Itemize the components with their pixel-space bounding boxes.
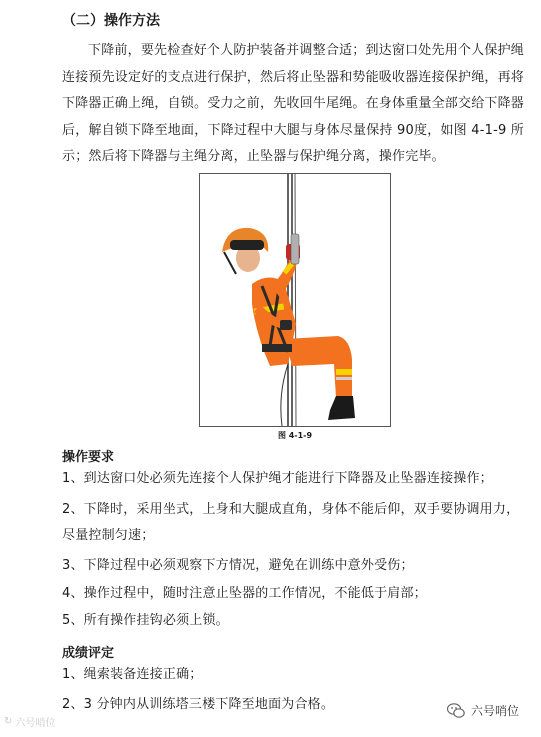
section-title: （二）操作方法 [62,13,160,29]
watermark-right-text: 六号哨位 [471,704,520,718]
watermark-left-text: 六号哨位 [15,718,56,729]
requirement-item-5: 5、所有操作挂钩必须上锁。 [62,613,229,628]
requirement-item-1: 1、到达窗口处必须先连接个人保护绳才能进行下降器及止坠器连接操作； [62,471,493,486]
requirement-item-4: 4、操作过程中，随时注意止坠器的工作情况，不能低于肩部； [62,586,427,601]
evaluation-item-2: 2、3 分钟内从训练塔三楼下降至地面为合格。 [62,697,335,712]
wechat-icon [447,703,465,719]
requirement-item-2: 2、下降时，采用坐式，上身和大腿成直角，身体不能后仰，双手要协调用力，尽量控制匀速； [62,502,520,543]
requirement-item-3: 3、下降过程中必须观察下方情况，避免在训练中意外受伤； [62,558,414,573]
evaluation-heading: 成绩评定 [62,646,115,661]
watermark-right [447,702,519,719]
watermark-logo-icon: ↻ [4,716,13,727]
rappelling-firefighter-illustration [200,174,390,426]
evaluation-item-1: 1、绳索装备连接正确； [62,667,203,682]
watermark-left [4,714,55,729]
figure-caption: 图 4-1-9 [277,431,313,440]
figure-photo [199,173,391,427]
requirements-heading: 操作要求 [62,450,115,465]
procedure-paragraph: 下降前，要先检查好个人防护装备并调整合适；到达窗口处先用个人保护绳连接预先设定好的支点进行保护，然后将止坠器和势能吸收器连接保护绳，再将下降器正确上绳，自锁。受力之前，先收回牛尾绳。在身体重量全部交给下降器后，解自锁下降至地面，下降过程中大腿与身体尽量保持 90度，如图 4-1-9 所示；然后将下降器与主绳分离，止坠器与保护绳分离，操作完毕。 [62,43,525,164]
